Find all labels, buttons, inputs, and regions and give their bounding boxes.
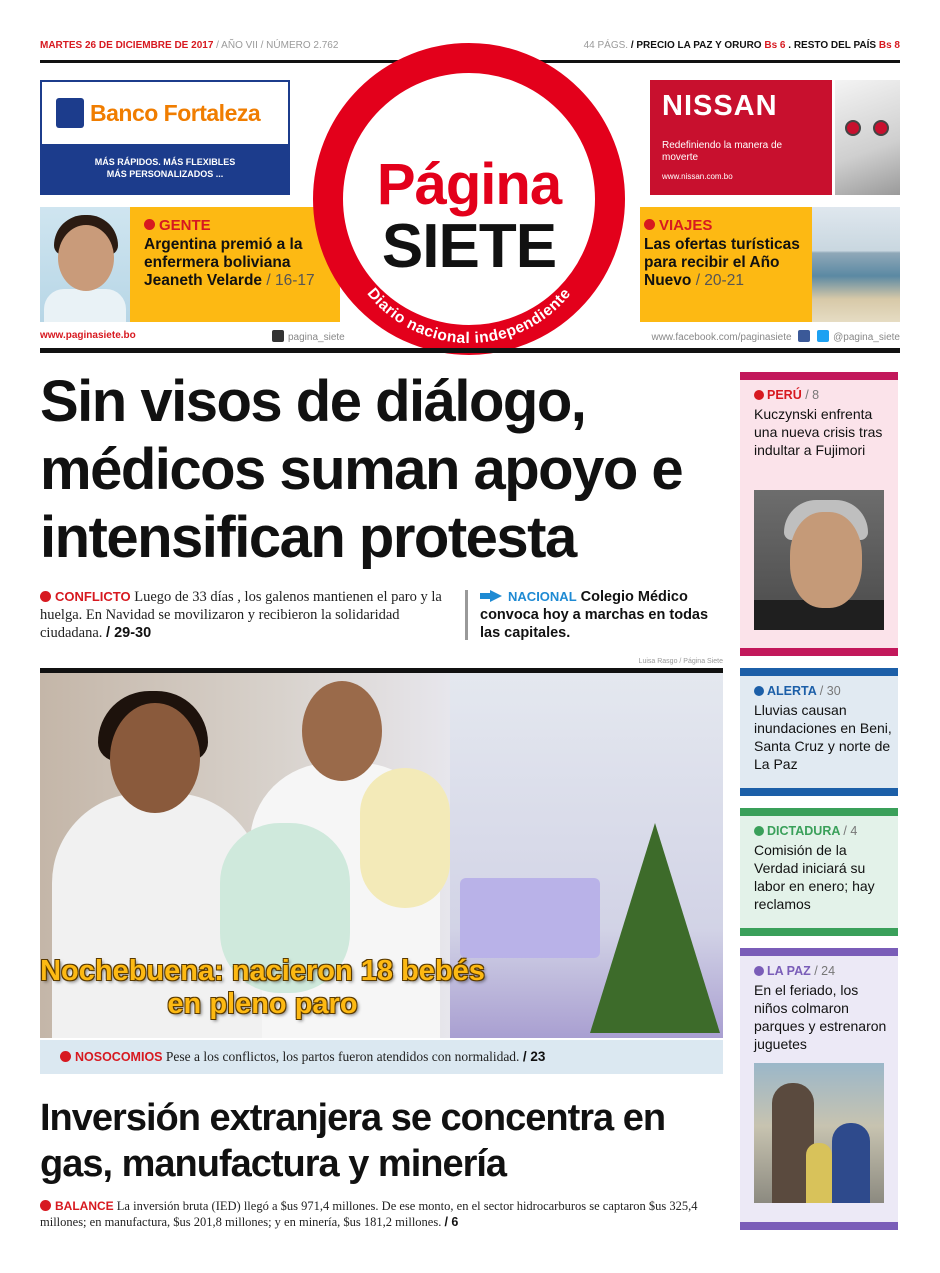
section-dot-icon <box>754 390 764 400</box>
bank-slogan-line-2: MÁS PERSONALIZADOS ... <box>106 169 224 179</box>
national-deck[interactable] <box>480 588 720 642</box>
teaser-section: VIAJES <box>659 217 713 234</box>
sidebar-pages: / 24 <box>814 964 836 978</box>
section-dot-icon <box>144 219 155 230</box>
deck-text: La inversión bruta (IED) llegó a $us 971,4 millones. De ese monto, en el sector hidrocarburos se captaron $us 325,4 millones; en manufactura, $us 201,8 millones; y en minería, $us 181,2 millones. <box>40 1199 698 1229</box>
deck-section: BALANCE <box>55 1199 114 1213</box>
issue-date: MARTES 26 DE DICIEMBRE DE 2017 <box>40 40 214 51</box>
website-link[interactable]: www.paginasiete.bo <box>40 330 136 341</box>
photo-caption-strip <box>40 1040 723 1074</box>
sidebar-section: ALERTA <box>767 684 817 698</box>
bank-slogan-line-1: MÁS RÁPIDOS. MÁS FLEXIBLES <box>94 157 236 167</box>
photo-credit: Luisa Rasgo / Página Siete <box>638 658 723 665</box>
facebook-icon <box>798 330 810 342</box>
section-dot-icon <box>644 219 655 230</box>
second-deck <box>40 1198 730 1230</box>
deck-pages: / 29-30 <box>106 625 152 641</box>
page-count: 44 PÁGS. <box>583 40 629 51</box>
teaser-text: Las ofertas turísticas para recibir el Año Nuevo <box>644 236 800 289</box>
nissan-web: www.nissan.com.bo <box>662 172 733 181</box>
main-photo[interactable] <box>40 673 723 1038</box>
deck-divider <box>465 590 468 640</box>
teaser-viajes[interactable] <box>640 207 812 322</box>
bank-name: Banco Fortaleza <box>90 99 261 126</box>
sidebar-text: Lluvias causan inundaciones en Beni, Santa Cruz y norte de La Paz <box>754 702 892 772</box>
price-label: / PRECIO LA PAZ Y ORURO <box>630 40 762 51</box>
main-deck <box>40 588 450 642</box>
price-local: Bs 6 <box>764 40 786 51</box>
web-line <box>40 330 900 346</box>
masthead-rule <box>40 348 900 353</box>
sidebar-item-la-paz[interactable] <box>740 948 898 1230</box>
bank-logo-icon <box>56 98 84 128</box>
fujimori-photo <box>754 490 884 630</box>
beach-photo <box>812 207 900 322</box>
sidebar-item-peru[interactable] <box>740 372 898 656</box>
sidebar-text: Kuczynski enfrenta una nueva crisis tras indultar a Fujimori <box>754 406 883 458</box>
masthead-logo[interactable] <box>313 43 625 355</box>
teaser-gente[interactable] <box>130 207 340 322</box>
logo-bottom-word: SIETE <box>381 212 557 281</box>
logo-top-word: Página <box>376 152 562 217</box>
arrow-right-icon <box>480 593 490 599</box>
deck-text: Luego de 33 días , los galenos mantienen el paro y la huelga. En Navidad se movilizaron y recibieron la solidaridad ciudadana. <box>40 589 442 641</box>
issue-number: / AÑO VII / NÚMERO 2.762 <box>216 40 339 51</box>
christmas-tree <box>590 823 720 1033</box>
twitter-icon <box>817 330 829 342</box>
strip-pages: / 23 <box>522 1049 546 1064</box>
logo-tagline: Diario nacional independiente <box>363 284 575 348</box>
headlight-icon <box>845 120 861 136</box>
section-dot-icon <box>754 686 764 696</box>
deck-section: CONFLICTO <box>55 589 131 604</box>
nurse-portrait-photo <box>40 207 130 322</box>
sidebar-section: LA PAZ <box>767 964 811 978</box>
deck-section: NACIONAL <box>508 589 577 604</box>
section-dot-icon <box>40 591 51 602</box>
deck-pages: / 6 <box>444 1215 459 1229</box>
teaser-pages: / 16-17 <box>266 272 315 289</box>
bank-ad[interactable] <box>40 80 290 195</box>
nissan-brand: NISSAN <box>662 90 778 122</box>
logo-tagline-arc <box>313 43 625 355</box>
teaser-section: GENTE <box>159 217 211 234</box>
car-image <box>832 80 900 195</box>
price-rest-label: . RESTO DEL PAÍS <box>788 40 877 51</box>
instagram-handle[interactable]: pagina_siete <box>288 332 345 343</box>
section-dot-icon <box>754 966 764 976</box>
nissan-tagline: Redefiniendo la manera de moverte <box>662 140 783 163</box>
sidebar-pages: / 30 <box>819 684 841 698</box>
sidebar-section: PERÚ <box>767 388 802 402</box>
headlight-icon <box>873 120 889 136</box>
teaser-pages: / 20-21 <box>695 272 744 289</box>
main-headline[interactable]: Sin visos de diálogo, médicos suman apoyo e intensifican protesta <box>40 369 683 570</box>
section-dot-icon <box>40 1200 51 1211</box>
teaser-text: Argentina premió a la enfermera boliviana Jeaneth Velarde <box>144 236 303 289</box>
second-headline[interactable]: Inversión extranjera se concentra en gas, manufactura y minería <box>40 1097 666 1185</box>
deck-text: Colegio Médico convoca hoy a marchas en todas las capitales. <box>480 589 709 641</box>
kids-park-photo <box>754 1063 884 1203</box>
price-rest: Bs 8 <box>878 40 900 51</box>
section-dot-icon <box>754 826 764 836</box>
sidebar-section: DICTADURA <box>767 824 840 838</box>
photo-caption: Nochebuena: nacieron 18 bebés en pleno paro <box>40 955 485 1020</box>
facebook-link[interactable]: www.facebook.com/paginasiete <box>651 332 792 343</box>
sidebar-pages: / 8 <box>805 388 820 402</box>
nissan-ad[interactable] <box>650 80 900 195</box>
sidebar-item-alerta[interactable] <box>740 668 898 796</box>
sidebar-item-dictadura[interactable] <box>740 808 898 936</box>
strip-section: NOSOCOMIOS <box>75 1050 163 1064</box>
sidebar-pages: / 4 <box>843 824 858 838</box>
sidebar-text: En el feriado, los niños colmaron parques y estrenaron juguetes <box>754 982 887 1052</box>
strip-text: Pese a los conflictos, los partos fueron atendidos con normalidad. <box>165 1049 520 1064</box>
instagram-icon <box>272 330 284 342</box>
section-dot-icon <box>60 1051 71 1062</box>
sidebar-text: Comisión de la Verdad iniciará su labor en enero; hay reclamos <box>754 842 875 912</box>
twitter-handle[interactable]: @pagina_siete <box>833 332 900 343</box>
